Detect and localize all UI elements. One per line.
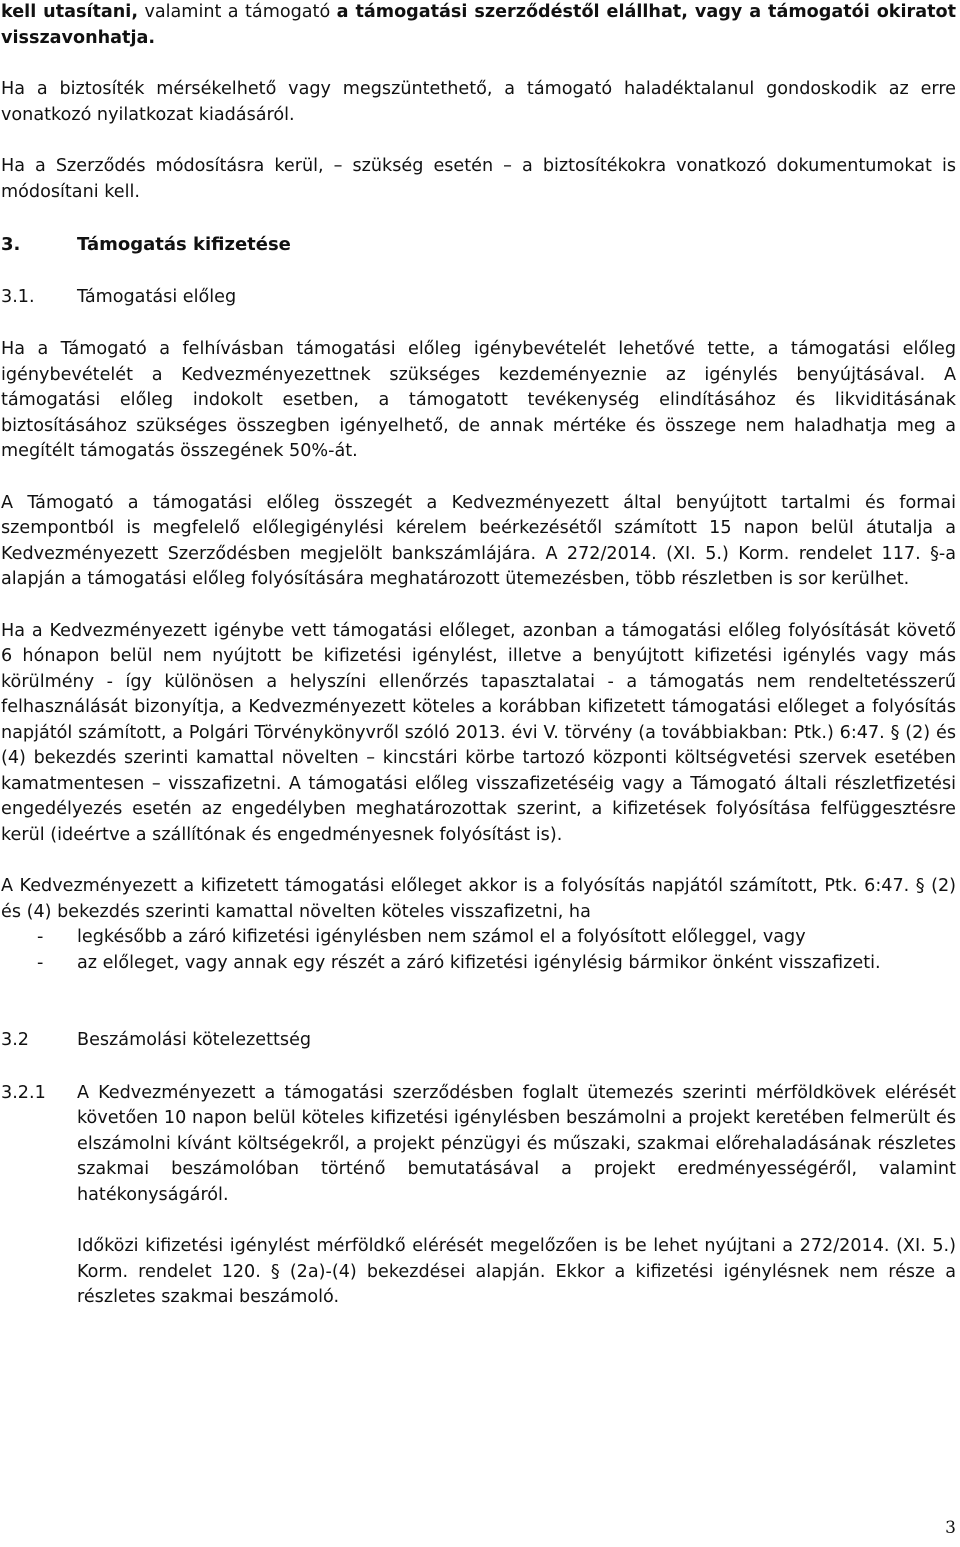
list-item: [1, 925, 956, 951]
section-number: 3.1.: [1, 286, 35, 307]
dash-marker: -: [37, 927, 44, 947]
section-number: 3.2.1: [1, 1082, 46, 1103]
section-3-2-1: [1, 1081, 956, 1209]
page-number: 3: [945, 1517, 956, 1538]
paragraph-interest-repayment: A Kedvezményezett a kifizetett támogatási előleget akkor is a folyósítás napjától számított, Ptk. 6:47. § (2) és (4) bekezdés szerinti kamattal növelten köteles visszafizetni, ha: [1, 876, 956, 922]
section-text: A Kedvezményezett a támogatási szerződésben foglalt ütemezés szerinti mérföldkövek elérését követően 10 napon belül köteles kifizetési igénylésben beszámolni a projekt keretében felmerült és elszámolni kívánt költségekről, a projekt pénzügyi és műszaki, szakmai előrehaladásának részletes szakmai beszámolóban történő bemutatásával a projekt eredményességéről, valamint hatékonyságáról.: [77, 1082, 956, 1205]
section-number: 3.2: [1, 1030, 29, 1050]
section-heading-3-1: [1, 285, 956, 311]
normal-text: valamint a támogató: [138, 2, 337, 22]
section-heading-3: [1, 232, 956, 258]
section-title: Támogatás kifizetése: [77, 234, 291, 255]
section-title: Beszámolási kötelezettség: [77, 1030, 312, 1050]
paragraph-termination: [1, 0, 956, 51]
paragraph-interim-payment: Időközi kifizetési igénylést mérföldkő elérését megelőzően is be lehet nyújtani a 272/2014. (XI. 5.) Korm. rendelet 120. § (2a)-(4) bekezdései alapján. Ekkor a kifizetési igénylésnek nem része a részletes szakmai beszámoló.: [77, 1236, 956, 1307]
section-number: 3.: [1, 234, 21, 255]
paragraph-contract-modification: Ha a Szerződés módosításra kerül, – szükség esetén – a biztosítékokra vonatkozó dokumentumokat is módosítani kell.: [1, 156, 956, 202]
paragraph-advance-repayment: Ha a Kedvezményezett igénybe vett támogatási előleget, azonban a támogatási előleg folyósítását követő 6 hónapon belül nem nyújtott be kifizetési igénylést, illetve a benyújtott kifizetési igénylés vagy más körülmény - így különösen a helyszíni ellenőrzés tapasztalatai - a támogatás nem rendeltetésszerű felhasználását bizonyítja, a Kedvezményezett köteles a korábban kifizetett támogatási előleget a folyósítás napjától számított, a Polgári Törvénykönyvről szóló 2013. évi V. törvény (a továbbiakban: Ptk.) 6:47. § (2) és (4) bekezdés szerinti kamattal növelten – kincstári körbe tartozó központi költségvetési szervek esetében kamatmentesen – visszafizetni. A támogatási előleg visszafizetéséig vagy a Támogató általi részletfizetési engedélyezés esetén az engedélyben meghatározottak szerint, a kifizetések folyósítása felfüggesztésre kerül (ideértve a szállítónak és engedményesnek folyósítást is).: [1, 620, 956, 845]
list-item-text: az előleget, vagy annak egy részét a záró kifizetési igénylésig bármikor önként visszafizeti.: [77, 952, 881, 973]
list-item-text: legkésőbb a záró kifizetési igénylésben nem számol el a folyósított előleggel, vagy: [77, 927, 806, 947]
paragraph-advance-eligibility: Ha a Támogató a felhívásban támogatási előleg igénybevételét lehetővé tette, a támogatási előleg igénybevételét a Kedvezményezettnek szükséges kezdeményeznie az igénylés benyújtásával. A támogatási előleg indokolt esetben, a támogatott tevékenység elindításához és likviditásának biztosításához szükséges összegben igényelhető, de annak mértéke és összege nem haladhatja meg a megítélt támogatás összegének 50%-át.: [1, 339, 956, 461]
bold-text-instruct: kell utasítani,: [1, 2, 139, 22]
paragraph-advance-transfer: A Támogató a támogatási előleg összegét a Kedvezményezett által benyújtott tartalmi és formai szempontból is megfelelő előlegigénylési kérelem beérkezésétől számított 15 napon belül átutalja a Kedvezményezett Szerződésben megjelölt bankszámlájára. A 272/2014. (XI. 5.) Korm. rendelet 117. §-a alapján a támogatási előleg folyósítására meghatározott ütemezésben, több részletben is sor kerülhet.: [1, 492, 956, 589]
list-item: [1, 951, 956, 977]
dash-marker: -: [37, 952, 44, 973]
section-title: Támogatási előleg: [77, 286, 237, 307]
repayment-conditions-list: [1, 925, 956, 976]
section-heading-3-2: [1, 1028, 956, 1054]
paragraph-guarantee-reduction: Ha a biztosíték mérsékelhető vagy megszüntethető, a támogató haladéktalanul gondoskodik az erre vonatkozó nyilatkozat kiadásáról.: [1, 79, 956, 125]
bold-text-withdraw: a támogatási szerződéstől elállhat, vagy a támogatói okiratot visszavonhatja.: [1, 2, 956, 48]
